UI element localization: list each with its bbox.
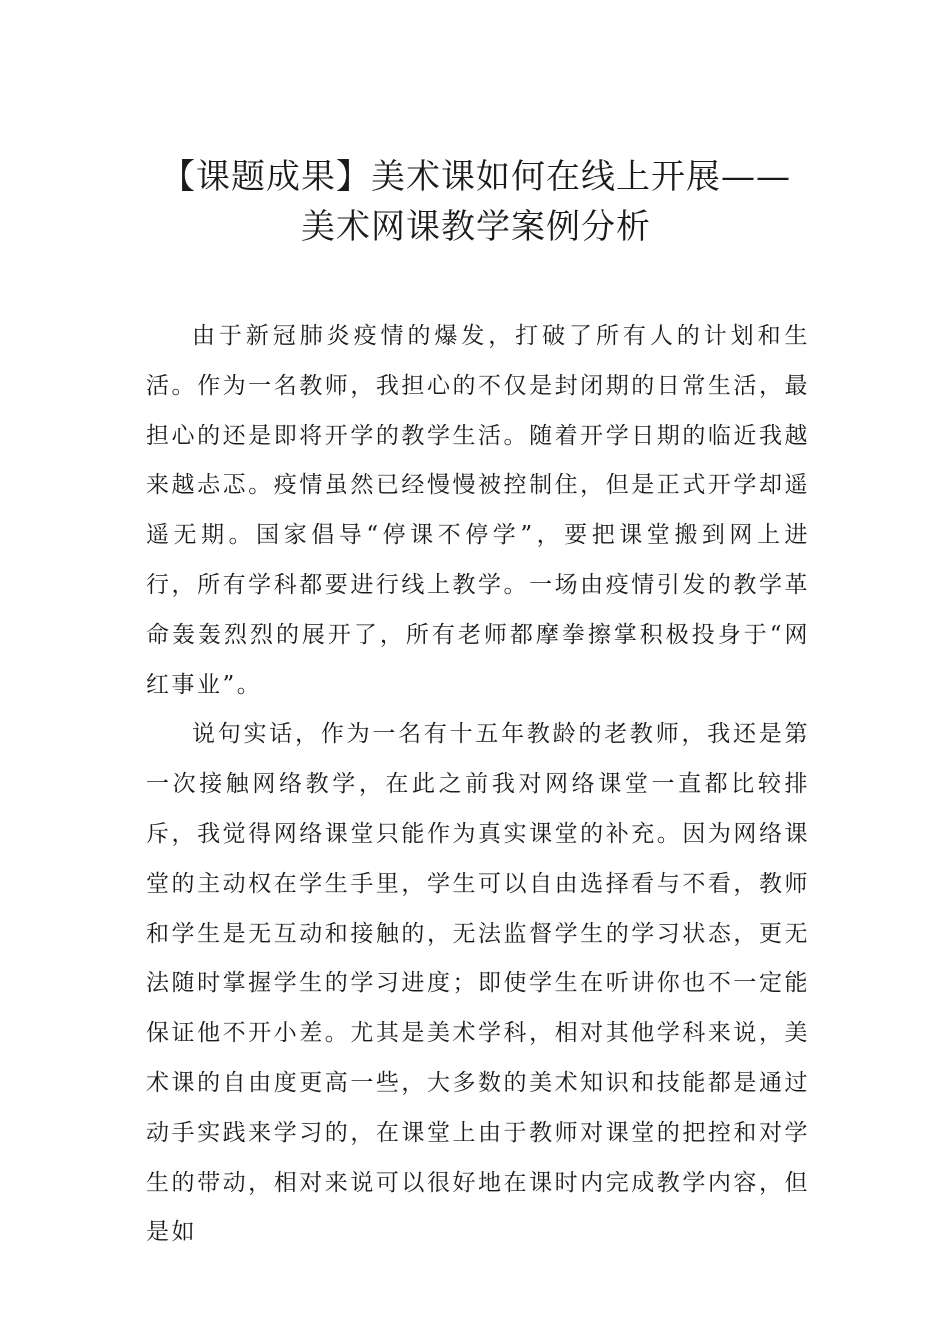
document-title: 【课题成果】美术课如何在线上开展——美术网课教学案例分析 [161, 157, 791, 247]
paragraph-1: 由于新冠肺炎疫情的爆发，打破了所有人的计划和生活。作为一名教师，我担心的不仅是封闭期的日常生活，最担心的还是即将开学的教学生活。随着开学日期的临近我越来越忐忑。疫情虽然已经慢慢被控制住，但是正式开学却遥遥无期。国家倡导“停课不停学”，要把课堂搬到网上进行，所有学科都要进行线上教学。一场由疫情引发的教学革命轰轰烈烈的展开了，所有老师都摩拳擦掌积极投身于“网红事业”。 [146, 323, 810, 698]
paragraph-2: 说句实话，作为一名有十五年教龄的老教师，我还是第一次接触网络教学，在此之前我对网络课堂一直都比较排斥，我觉得网络课堂只能作为真实课堂的补充。因为网络课堂的主动权在学生手里，学生可以自由选择看与不看，教师和学生是无互动和接触的，无法监督学生的学习状态，更无法随时掌握学生的学习进度；即使学生在听讲你也不一定能保证他不开小差。尤其是美术学科，相对其他学科来说，美术课的自由度更高一些，大多数的美术知识和技能都是通过动手实践来学习的，在课堂上由于教师对课堂的把控和对学生的带动，相对来说可以很好地在课时内完成教学内容，但是如 [146, 721, 810, 1246]
document-body [146, 312, 810, 1258]
